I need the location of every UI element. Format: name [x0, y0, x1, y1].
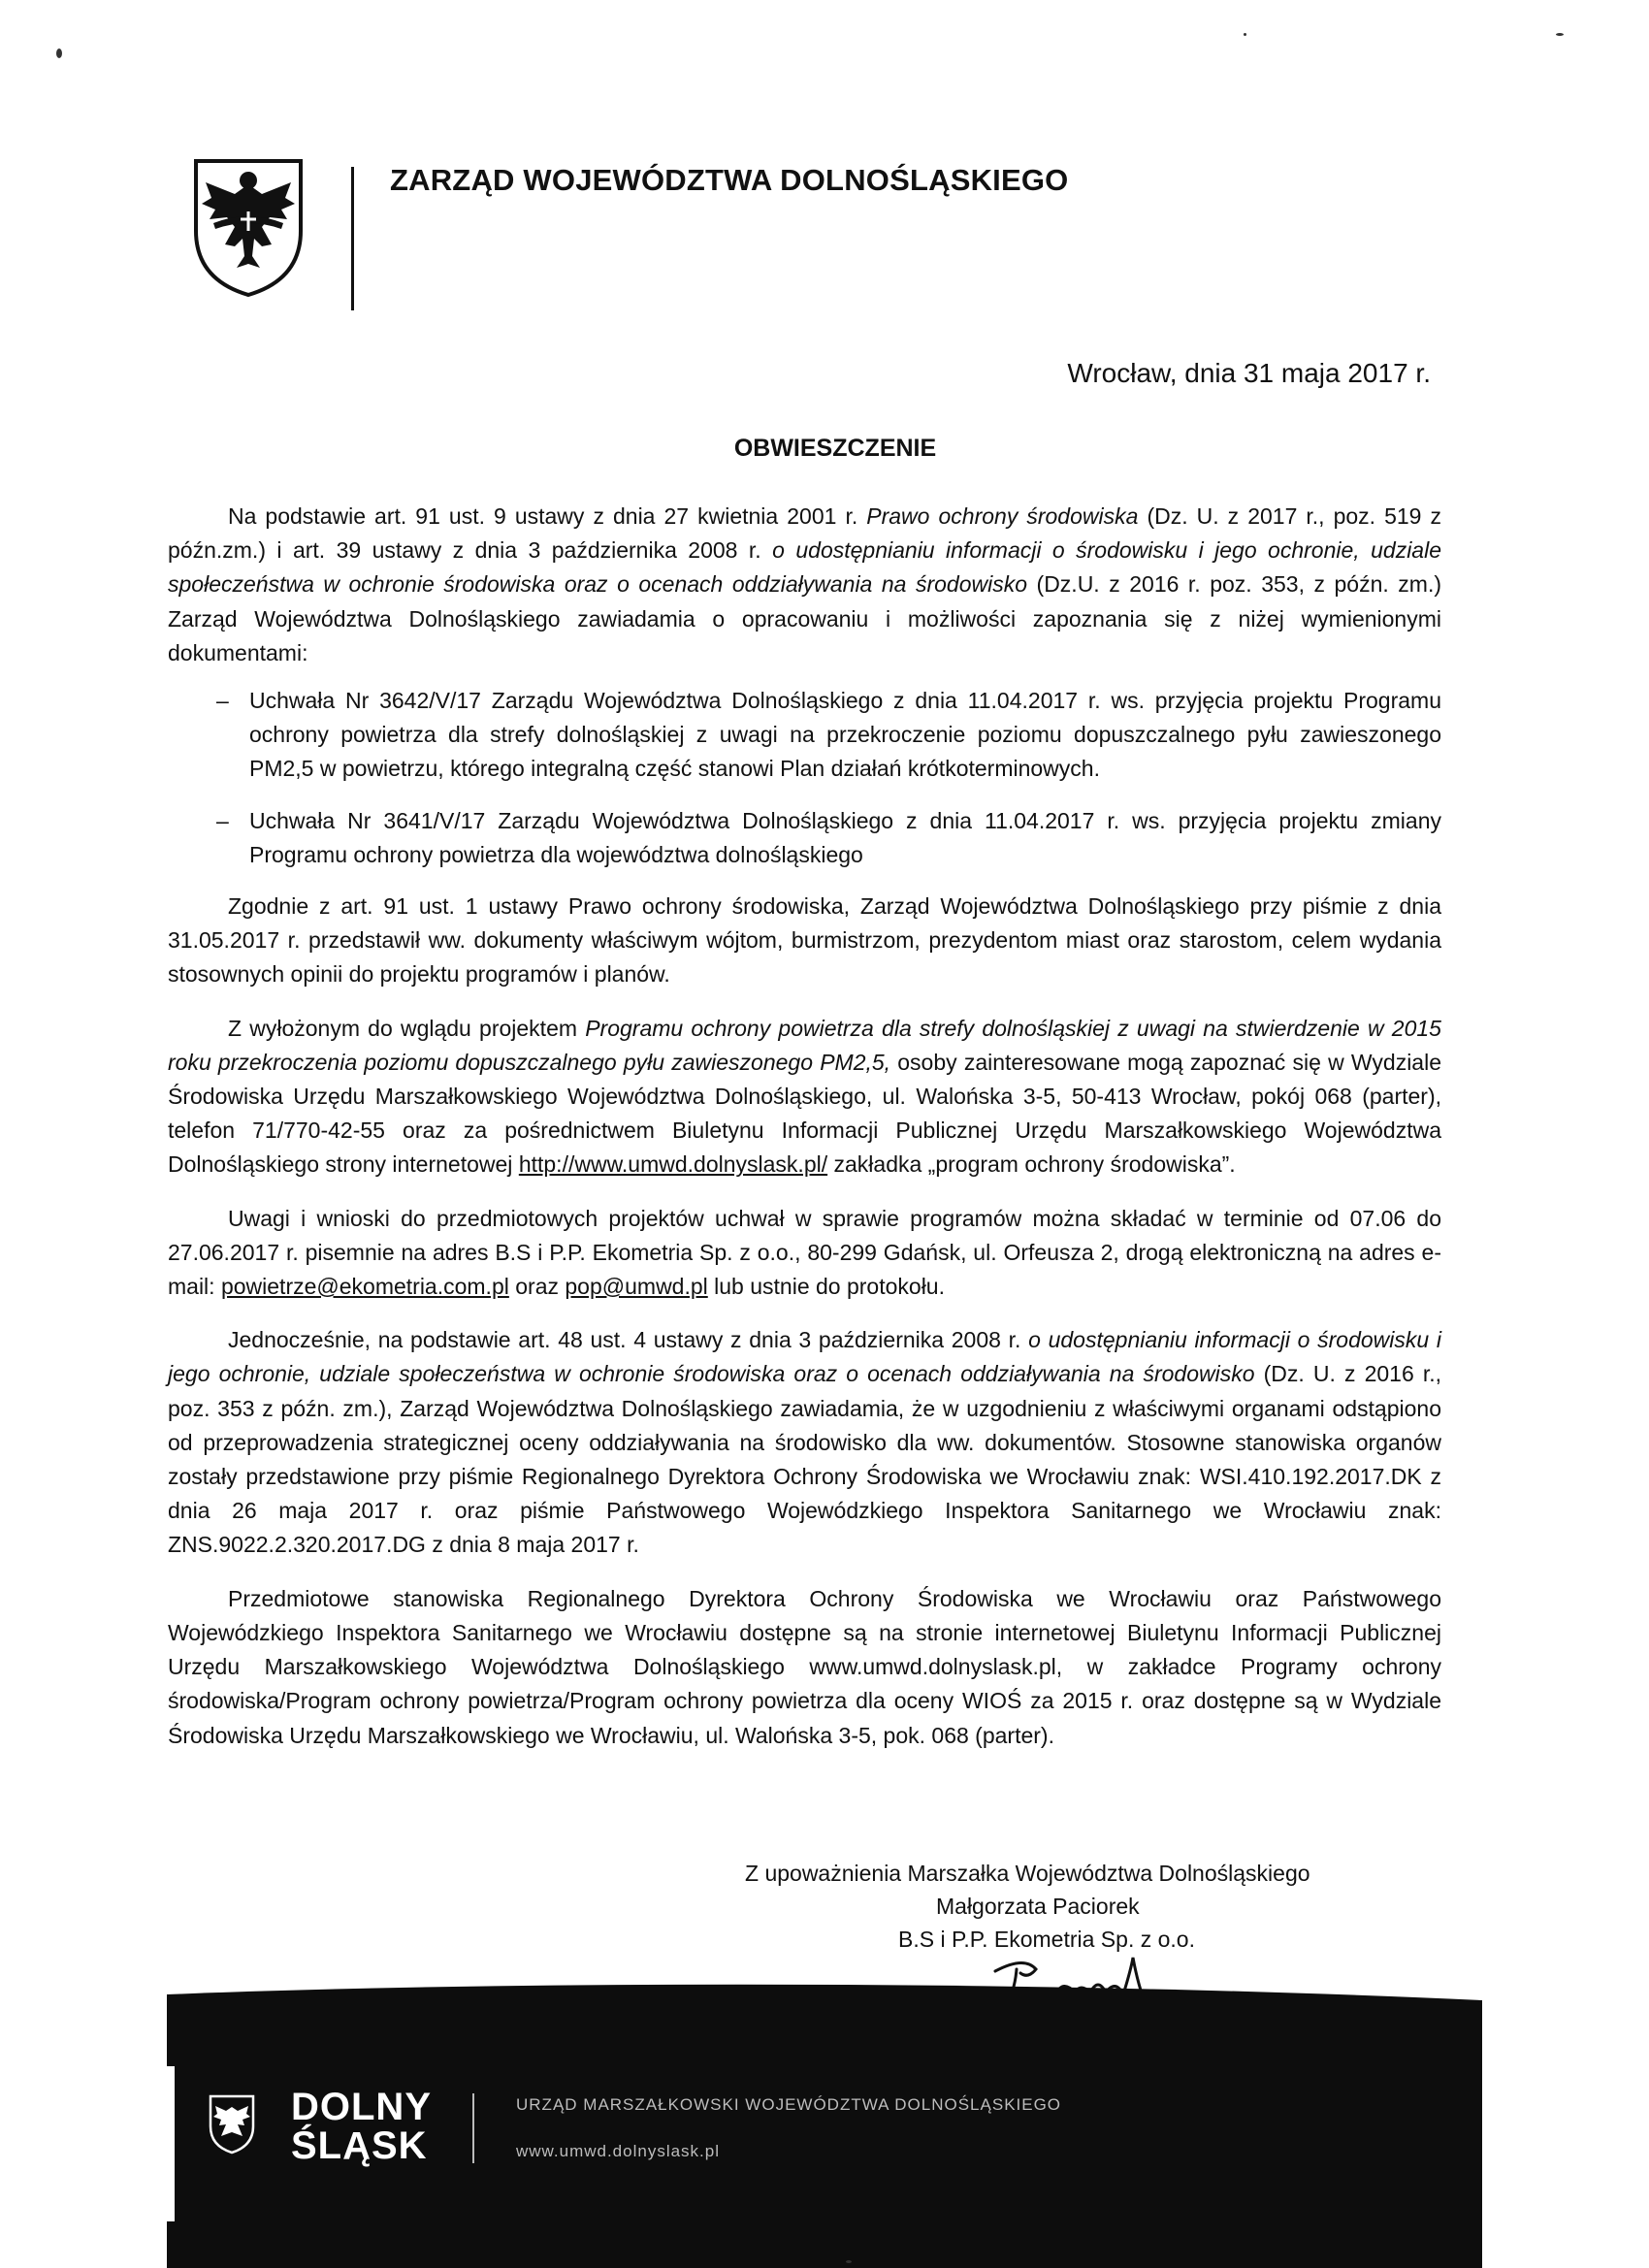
- signatory-name: Małgorzata Paciorek: [936, 1894, 1140, 1919]
- footer-logo-text: [291, 2088, 432, 2165]
- email-link[interactable]: powietrze@ekometria.com.pl: [220, 1274, 509, 1300]
- footer-website: www.umwd.dolnyslask.pl: [516, 2142, 721, 2160]
- list-dash: –: [216, 688, 229, 714]
- footer-banner: [167, 1977, 1482, 2268]
- act-title: o udostępnianiu informacji o środowisku i jego ochronie, udziale społeczeństwa w ochronie środowiska oraz o ocenach oddziaływania na środowisko: [168, 1327, 1441, 1387]
- text-run: Na podstawie art. 91 ust. 9 ustawy z dnia 27 kwietnia 2001 r.: [228, 503, 867, 529]
- document-body: [168, 500, 1441, 1772]
- document-title: OBWIESZCZENIE: [733, 435, 937, 462]
- list-item-text: Uchwała Nr 3642/V/17 Zarządu Województwa Dolnośląskiego z dnia 11.04.2017 r. ws. przyjęcia projektu Programu ochrony powietrza dla strefy dolnośląskiej z uwagi na przekroczenie poziomu dopuszczalnego pyłu zawieszonego PM2,5 w powietrzu, którego integralną część stanowi Plan działań krótkoterminowych.: [249, 688, 1441, 782]
- text-run: (Dz.U. z 2016 r. poz. 353, z późn. zm.) Zarząd Województwa Dolnośląskiego zawiadamia o opracowaniu i możliwości zapoznania się z niżej wymienionymi dokumentami:: [168, 571, 1441, 665]
- signatory-company: B.S i P.P. Ekometria Sp. z o.o.: [898, 1927, 1195, 1952]
- text-run: (Dz. U. z 2017 r., poz. 519 z późn.zm.) i art. 39 ustawy z dnia 3 października 2008 r.: [168, 503, 1442, 564]
- list-dash: –: [216, 807, 229, 833]
- text-run: zakładka „program ochrony środowiska”.: [827, 1151, 1236, 1178]
- list-item: [168, 804, 1441, 872]
- program-title: Programu ochrony powietrza dla strefy dolnośląskiej z uwagi na stwierdzenie w 2015 roku przekroczenia poziomu dopuszczalnego pyłu zawieszonego PM2,5,: [168, 1015, 1441, 1075]
- text-run: Jednocześnie, na podstawie art. 48 ust. 4 ustawy z dnia 3 października 2008 r.: [228, 1327, 1029, 1353]
- header-divider: [351, 167, 354, 310]
- paragraph-submission: Zgodnie z art. 91 ust. 1 ustawy Prawo ochrony środowiska, Zarząd Województwa Dolnośląskiego przy piśmie z dnia 31.05.2017 r. przedstawił ww. dokumenty właściwym wójtom, burmistrzom, prezydentom miast oraz starostom, celem wydania stosownych opinii do projektu programów i planów.: [168, 893, 1441, 988]
- website-link[interactable]: http://www.umwd.dolnyslask.pl/: [518, 1151, 828, 1178]
- act-title: Prawo ochrony środowiska: [866, 503, 1139, 529]
- paragraph-comments: [168, 1202, 1441, 1305]
- signature-authorization: Z upoważnienia Marszałka Województwa Dolnośląskiego: [745, 1861, 1310, 1886]
- paragraph-availability: Przedmiotowe stanowiska Regionalnego Dyrektora Ochrony Środowiska we Wrocławiu oraz Państwowego Wojewódzkiego Inspektora Sanitarnego we Wrocławiu dostępne są na stronie internetowej Biuletynu Informacji Publicznej Urzędu Marszałkowskiego Województwa Dolnośląskiego www.umwd.dolnyslask.pl, w zakładce Programy ochrony środowiska/Program ochrony powietrza/Program ochrony powietrza dla oceny WIOŚ za 2015 r. oraz dostępne są w Wydziale Środowiska Urzędu Marszałkowskiego we Wrocławiu, ul. Walońska 3-5, pok. 068 (parter).: [168, 1585, 1441, 1748]
- paragraph-strategic-assessment: [168, 1323, 1441, 1562]
- text-run: oraz: [508, 1274, 566, 1300]
- email-link[interactable]: pop@umwd.pl: [565, 1274, 708, 1300]
- logo-line: ŚLĄSK: [291, 2124, 428, 2167]
- scan-speck: [1556, 33, 1564, 36]
- text-run: Z wyłożonym do wglądu projektem: [228, 1015, 586, 1041]
- text-run: Uwagi i wnioski do przedmiotowych projektów uchwał w sprawie programów można składać w terminie od 07.06 do 27.06.2017 r. pisemnie na adres B.S i P.P. Ekometria Sp. z o.o., 80-299 Gdańsk, ul. Orfeusza 2, drogą elektroniczną na adres e-mail:: [168, 1205, 1441, 1300]
- organization-name: ZARZĄD WOJEWÓDZTWA DOLNOŚLĄSKIEGO: [390, 163, 1069, 197]
- footer-contact: [516, 2093, 1061, 2163]
- paragraph-inspection: [168, 1012, 1441, 1183]
- document-date: Wrocław, dnia 31 maja 2017 r.: [1067, 358, 1431, 388]
- scan-speck: [1244, 33, 1246, 36]
- footer-divider: [472, 2093, 474, 2163]
- footer-crest-icon: [208, 2093, 256, 2155]
- footer-address-placeholder: [516, 2117, 1061, 2140]
- text-run: lub ustnie do protokołu.: [707, 1274, 945, 1300]
- scan-speck: [846, 2260, 852, 2263]
- list-item-text: Uchwała Nr 3641/V/17 Zarządu Województwa Dolnośląskiego z dnia 11.04.2017 r. ws. przyjęcia projektu zmiany Programu ochrony powietrza dla województwa dolnośląskiego: [249, 807, 1441, 867]
- signature-block: [718, 1857, 1397, 1956]
- logo-line: DOLNY: [291, 2086, 432, 2128]
- document-list: [168, 684, 1441, 872]
- act-title: o udostępnianiu informacji o środowisku i jego ochronie, udziale społeczeństwa w ochronie środowiska oraz o ocenach oddziaływania na środowisko: [168, 537, 1442, 598]
- text-run: osoby zainteresowane mogą zapoznać się w Wydziale Środowiska Urzędu Marszałkowskiego Województwa Dolnośląskiego, ul. Walońska 3-5, 50-413 Wrocław, pokój 068 (parter), telefon 71/770-42-55 oraz za pośrednictwem Biuletynu Informacji Publicznej Urzędu Marszałkowskiego Województwa Dolnośląskiego strony internetowej: [168, 1049, 1441, 1178]
- list-item: [168, 684, 1441, 787]
- paragraph-legal-basis: [168, 500, 1441, 670]
- scan-speck: [56, 49, 62, 58]
- text-run: (Dz. U. z 2016 r., poz. 353 z późn. zm.), Zarząd Województwa Dolnośląskiego zawiadamia, że w uzgodnieniu z właściwymi organami odstąpiono od przeprowadzenia strategicznej oceny oddziaływania na środowisko dla ww. dokumentów. Stosowne stanowiska organów zostały przedstawione przy piśmie Regionalnego Dyrektora Ochrony Środowiska we Wrocławiu znak: WSI.410.192.2017.DK z dnia 26 maja 2017 r. oraz piśmie Państwowego Wojewódzkiego Inspektora Sanitarnego we Wrocławiu znak: ZNS.9022.2.320.2017.DG z dnia 8 maja 2017 r.: [168, 1361, 1442, 1558]
- coat-of-arms-icon: [190, 155, 307, 299]
- footer-office-name: URZĄD MARSZAŁKOWSKI WOJEWÓDZTWA DOLNOŚLĄSKIEGO: [516, 2095, 1062, 2114]
